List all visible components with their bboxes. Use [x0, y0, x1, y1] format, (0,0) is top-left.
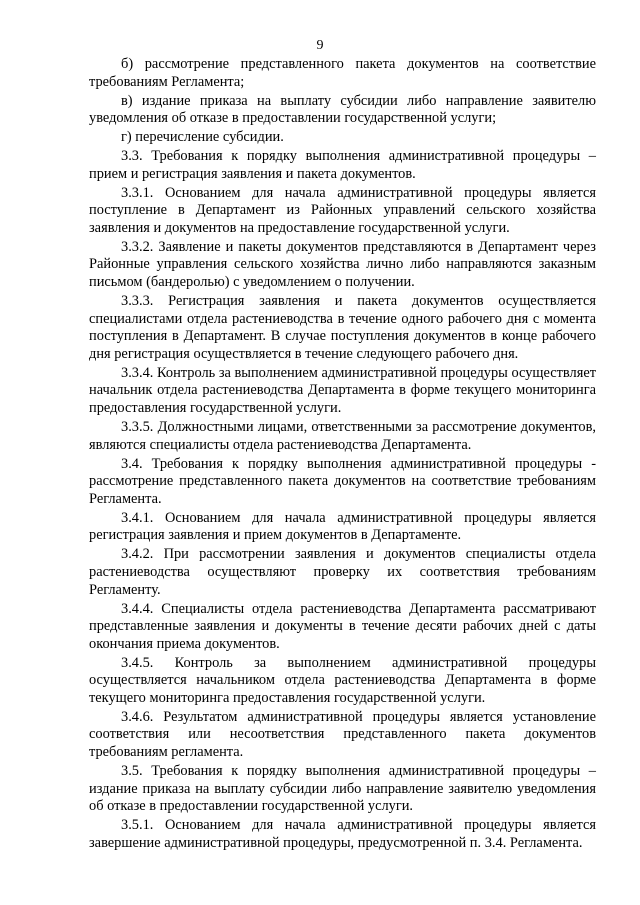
paragraph: 3.3.2. Заявление и пакеты документов представляются в Департамент через Районные управления сельского хозяйства лично либо направляются заказным письмом (бандеролью) с уведомлением о получении.: [89, 238, 596, 291]
paragraph: 3.4.6. Результатом административной процедуры является установление соответствия или несоответствия представленного пакета документов требованиям регламента.: [89, 708, 596, 761]
paragraph: 3.5.1. Основанием для начала административной процедуры является завершение административной процедуры, предусмотренной п. 3.4. Регламента.: [89, 817, 596, 851]
paragraph: 3.4.5. Контроль за выполнением административной процедуры осуществляется начальником отдела растениеводства Департамента в форме текущего мониторинга предоставления государственной услуги.: [89, 654, 596, 706]
page-number: 9: [316, 38, 324, 53]
paragraph: в) издание приказа на выплату субсидии либо направление заявителю уведомления об отказе в предоставлении государственной услуги;: [89, 92, 596, 127]
paragraph: 3.3.1. Основанием для начала административной процедуры является поступление в Департамент из Районных управлений сельского хозяйства заявления и документов на предоставление государственной услуги.: [89, 184, 596, 236]
paragraph: 3.4. Требования к порядку выполнения административной процедуры - рассмотрение представленного пакета документов на соответствие требованиям Регламента.: [89, 455, 596, 507]
paragraph: 3.4.2. При рассмотрении заявления и документов специалисты отдела растениеводства осуществляют проверку их соответствия требованиям Регламенту.: [89, 546, 596, 598]
paragraph: 3.4.4. Специалисты отдела растениеводства Департамента рассматривают представленные заявления и документы в течение десяти рабочих дней с даты окончания приема документов.: [89, 600, 596, 652]
paragraph: г) перечисление субсидии.: [121, 129, 284, 146]
paragraph: 3.5. Требования к порядку выполнения административной процедуры – издание приказа на выплату субсидии либо направление заявителю уведомления об отказе в предоставлении государственной услуги.: [89, 763, 596, 815]
paragraph: 3.3. Требования к порядку выполнения административной процедуры – прием и регистрация заявления и пакета документов.: [89, 148, 596, 182]
paragraph: б) рассмотрение представленного пакета документов на соответствие требованиям Регламента;: [89, 56, 596, 90]
paragraph: 3.3.5. Должностными лицами, ответственными за рассмотрение документов, являются специалисты отдела растениеводства Департамента.: [89, 419, 596, 453]
paragraph: 3.3.4. Контроль за выполнением административной процедуры осуществляет начальник отдела растениеводства Департамента в форме текущего мониторинга предоставления государственной услуги.: [89, 364, 596, 417]
paragraph: 3.3.3. Регистрация заявления и пакета документов осуществляется специалистами отдела растениеводства в течение одного рабочего дня с момента поступления в Департамент. В случае поступления документов в конце рабочего дня регистрация осуществляется в течение следующего рабочего дня.: [89, 293, 596, 362]
paragraph: 3.4.1. Основанием для начала административной процедуры является регистрация заявления и прием документов в Департаменте.: [89, 509, 596, 544]
document-body: [89, 56, 596, 852]
